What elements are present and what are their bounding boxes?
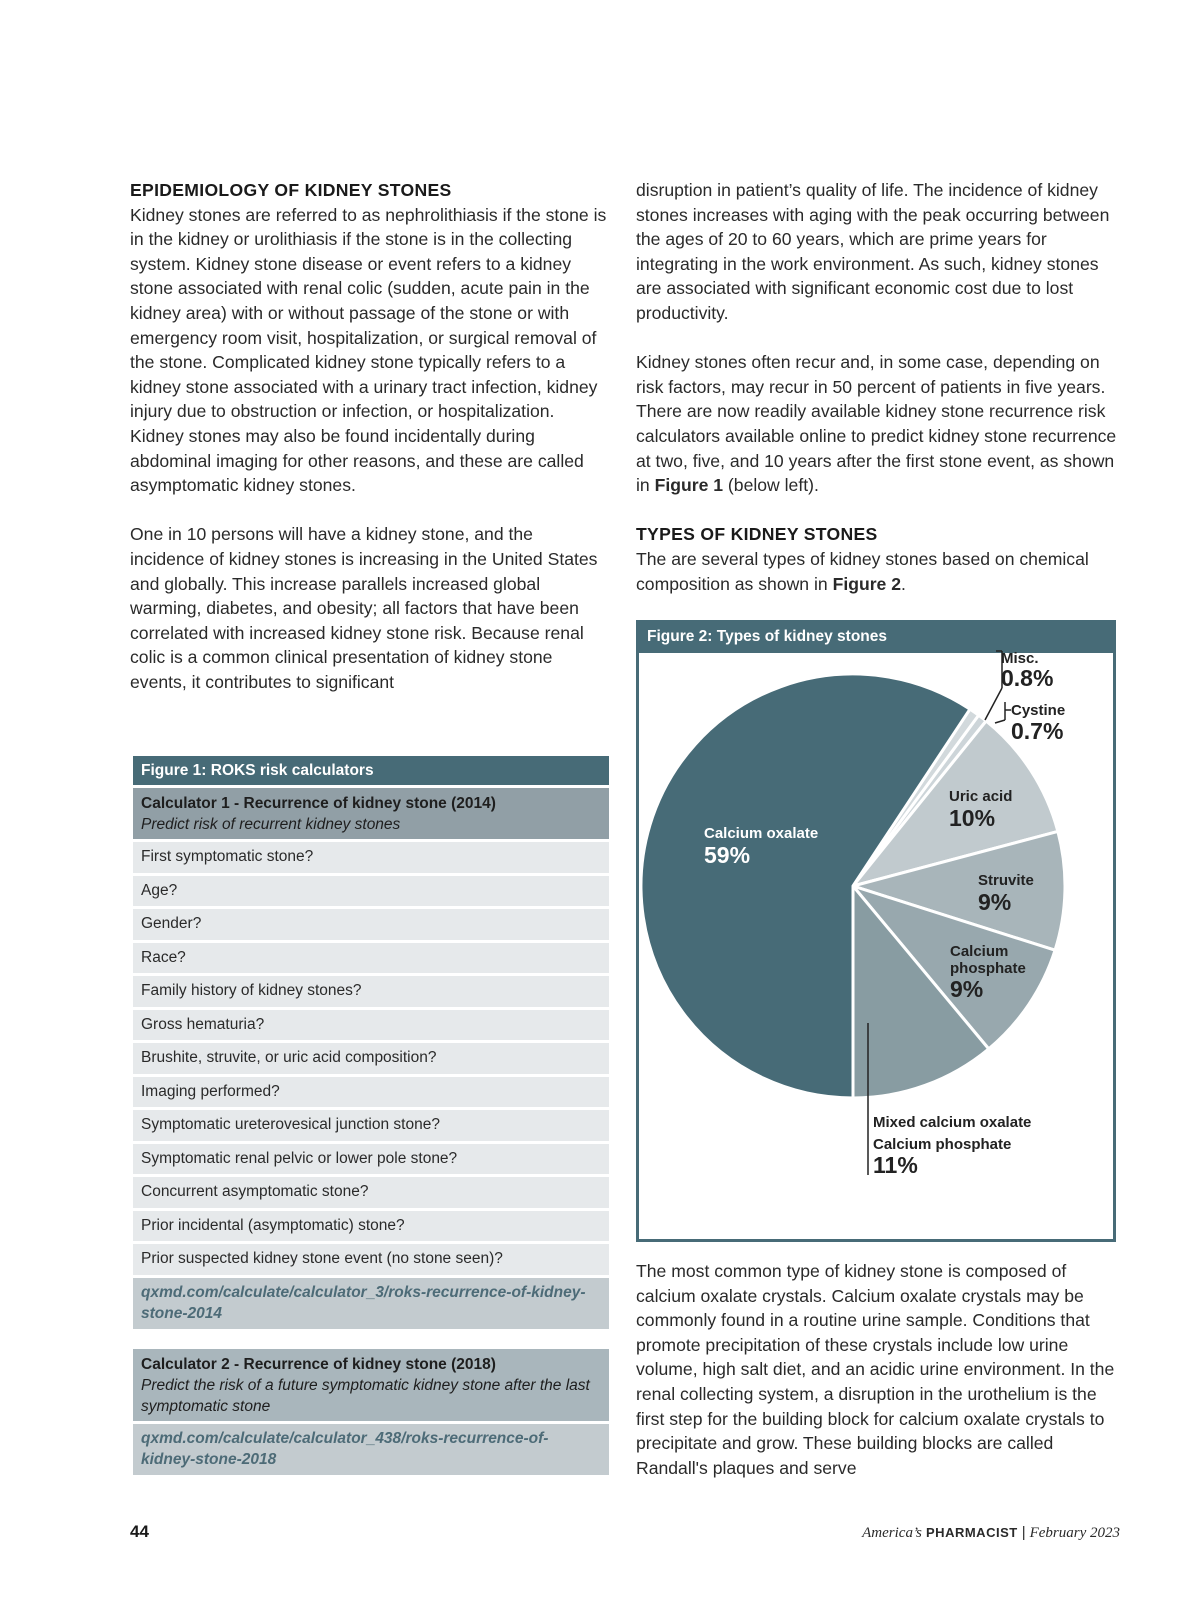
question-row: Gender?	[133, 909, 609, 940]
question-row: Race?	[133, 943, 609, 974]
paragraph	[636, 350, 1122, 498]
right-column	[636, 178, 1122, 596]
label-uric-acid: Uric acid	[949, 788, 1013, 805]
figure-2-title: Figure 2: Types of kidney stones	[636, 620, 1116, 653]
issue-date: February 2023	[1029, 1525, 1120, 1541]
calculator-2-subtitle: Predict the risk of a future symptomatic kidney stone after the last symptomatic stone	[141, 1376, 590, 1415]
pct-uric-acid: 10%	[949, 805, 996, 831]
pct-misc: 0.8%	[1001, 665, 1054, 691]
paragraph: The most common type of kidney stone is composed of calcium oxalate crystals. Calcium oxalate crystals may be commonly found in a routine urine sample. Conditions that promote precipitation of these crystals include low urine volume, high salt diet, and an acidic urine environment. In the renal collecting system, a disruption in the urothelium is the first step for the building block for calcium oxalate crystals to precipitate and grow. These building blocks are called Randall's plaques and serve	[636, 1261, 1115, 1478]
calculator-1-subtitle: Predict risk of recurrent kidney stones	[141, 816, 401, 833]
question-row: Prior incidental (asymptomatic) stone?	[133, 1211, 609, 1242]
label-mixed: Calcium phosphate	[873, 1136, 1012, 1153]
leader-line-cystine	[995, 720, 1005, 723]
text-run: .	[901, 573, 906, 594]
spacer	[133, 1329, 609, 1349]
label-cystine: Cystine	[1011, 702, 1066, 719]
calculator-2-header	[133, 1349, 609, 1421]
pct-struvite: 9%	[978, 889, 1012, 915]
question-row: Family history of kidney stones?	[133, 976, 609, 1007]
calculator-1-link[interactable]: qxmd.com/calculate/calculator_3/roks-recurrence-of-kidney-stone-2014	[133, 1278, 609, 1329]
figure-2-chart	[636, 620, 1116, 1242]
figure-1-title: Figure 1: ROKS risk calculators	[133, 756, 609, 785]
calculator-1-questions	[133, 842, 609, 1275]
calculator-1-header	[133, 788, 609, 839]
label-calcium-phosphate: Calcium	[950, 943, 1009, 960]
section-heading-epidemiology: EPIDEMIOLOGY OF KIDNEY STONES	[130, 180, 452, 200]
figure-reference: Figure 2	[832, 573, 902, 594]
pct-calcium-oxalate: 59%	[704, 842, 751, 868]
paragraph: Kidney stones are referred to as nephrolithiasis if the stone is in the kidney or urolithiasis if the stone is in the collecting system. Kidney stone disease or event refers to a kidney stone associated with renal colic (sudden, acute pain in the kidney area) with or without passage of the stone or with emergency room visit, hospitalization, or surgical removal of the stone. Complicated kidney stone typically refers to a kidney stone associated with a urinary tract infection, kidney injury due to obstruction or infection, or hospitalization. Kidney stones may also be found incidentally during abdominal imaging for other reasons, and these are called asymptomatic kidney stones.	[130, 204, 607, 496]
label-calcium-oxalate: Calcium oxalate	[704, 825, 819, 842]
question-row: Concurrent asymptomatic stone?	[133, 1177, 609, 1208]
label-mixed: Mixed calcium oxalate	[873, 1114, 1032, 1131]
pct-calcium-phosphate: 9%	[950, 976, 984, 1002]
leader-line-misc	[985, 688, 1002, 720]
text-run: The are several types of kidney stones based on chemical composition as shown in	[636, 548, 1089, 594]
section-heading-types: TYPES OF KIDNEY STONES	[636, 524, 878, 545]
question-row: Brushite, struvite, or uric acid composition?	[133, 1043, 609, 1074]
question-row: Age?	[133, 876, 609, 907]
text-run: (below left).	[723, 475, 819, 496]
separator: |	[1021, 1524, 1026, 1541]
calculator-2-link[interactable]: qxmd.com/calculate/calculator_438/roks-recurrence-of-kidney-stone-2018	[133, 1424, 609, 1475]
label-calcium-phosphate: phosphate	[950, 960, 1026, 977]
question-row: Gross hematuria?	[133, 1010, 609, 1041]
pct-mixed: 11%	[873, 1152, 918, 1178]
label-misc: Misc.	[1001, 650, 1039, 667]
calculator-2-title: Calculator 2 - Recurrence of kidney stone (2018)	[141, 1355, 496, 1373]
right-column-lower	[636, 1259, 1122, 1480]
calculator-1-title: Calculator 1 - Recurrence of kidney stone (2014)	[141, 795, 496, 812]
text-run: Kidney stones often recur and, in some case, depending on risk factors, may recur in 50 percent of patients in five years. There are now readily available kidney stone recurrence risk calculators available online to predict kidney stone recurrence at two, five, and 10 years after the first stone event, as shown in	[636, 352, 1117, 496]
question-row: Symptomatic ureterovesical junction stone?	[133, 1110, 609, 1141]
question-row: Imaging performed?	[133, 1077, 609, 1108]
magazine-name-bold: PHARMACIST	[926, 1525, 1018, 1540]
paragraph	[636, 547, 1122, 596]
magazine-name-italic: America’s	[862, 1525, 922, 1541]
question-row: First symptomatic stone?	[133, 842, 609, 873]
pie-chart	[639, 620, 1119, 1242]
figure-1-table	[133, 756, 609, 1475]
question-row: Prior suspected kidney stone event (no stone seen)?	[133, 1244, 609, 1275]
paragraph: disruption in patient’s quality of life. The incidence of kidney stones increases with aging with the peak occurring between the ages of 20 to 60 years, which are prime years for integrating in the work environment. As such, kidney stones are associated with significant economic cost due to lost productivity.	[636, 180, 1110, 323]
left-column	[130, 178, 612, 694]
pct-cystine: 0.7%	[1011, 718, 1064, 744]
figure-reference: Figure 1	[654, 475, 724, 496]
page-number: 44	[130, 1522, 149, 1541]
masthead	[862, 1524, 1120, 1542]
paragraph: One in 10 persons will have a kidney stone, and the incidence of kidney stones is increasing in the United States and globally. This increase parallels increased global warming, diabetes, and obesity; all factors that have been correlated with increased kidney stone risk. Because renal colic is a common clinical presentation of kidney stone events, it contributes to significant	[130, 524, 598, 692]
label-struvite: Struvite	[978, 872, 1034, 889]
question-row: Symptomatic renal pelvic or lower pole stone?	[133, 1144, 609, 1175]
